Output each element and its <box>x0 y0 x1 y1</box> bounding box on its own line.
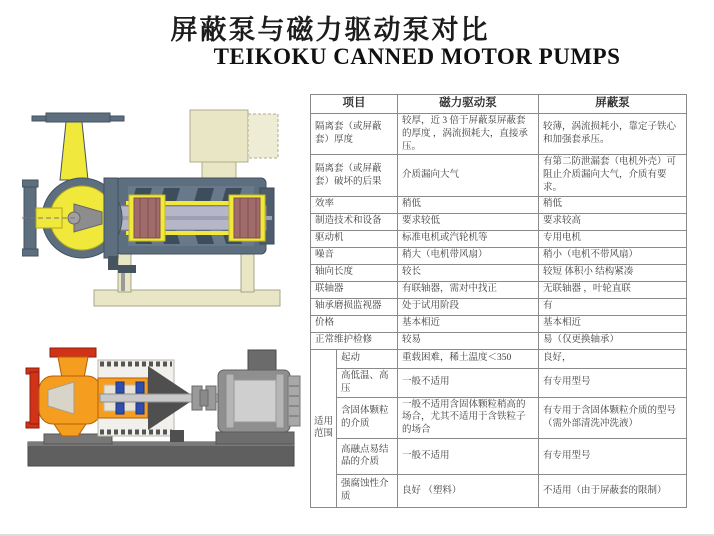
row-item-label: 隔离套（或屏蔽套）厚度 <box>311 114 398 155</box>
row-item-label: 起动 <box>337 349 398 368</box>
canned-pump-cell: 无联轴器 ，叶轮直联 <box>539 281 687 298</box>
magnetic-pump-cell: 介质漏向大气 <box>398 155 539 196</box>
canned-pump-cell: 较短 体积小 结构紧凑 <box>539 264 687 281</box>
header-canned-pump: 屏蔽泵 <box>539 95 687 114</box>
magnetic-drive-pump-diagram <box>20 338 302 480</box>
table-row <box>311 196 687 213</box>
row-item-label: 联轴器 <box>311 281 398 298</box>
table-row <box>311 230 687 247</box>
magnetic-pump-cell: 较厚，近 3 倍于屏蔽泵屏蔽套的厚度 ，涡流损耗大，直接承压。 <box>398 114 539 155</box>
row-item-label: 含固体颗粒的介质 <box>337 397 398 438</box>
row-item-label: 强腐蚀性介质 <box>337 474 398 507</box>
canned-motor-pump-diagram <box>22 100 290 315</box>
canned-pump-cell: 较薄，涡流损耗小，靠定子铁心和加强套承压。 <box>539 114 687 155</box>
row-item-label: 轴承磨损监视器 <box>311 298 398 315</box>
table-row <box>311 438 687 474</box>
table-row <box>311 368 687 397</box>
row-item-label: 轴向长度 <box>311 264 398 281</box>
canned-pump-cell: 不适用（由于屏蔽套的限制） <box>539 474 687 507</box>
magnetic-pump-cell: 重载困难，稀土温度＜350 <box>398 349 539 368</box>
row-item-label: 高融点易结晶的介质 <box>337 438 398 474</box>
canned-pump-cell: 稍低 <box>539 196 687 213</box>
page-subtitle: TEIKOKU CANNED MOTOR PUMPS <box>213 44 621 69</box>
canned-pump-cell: 基本相近 <box>539 315 687 332</box>
table-row <box>311 474 687 507</box>
table-row <box>311 114 687 155</box>
table-row <box>311 298 687 315</box>
magnetic-pump-cell: 稍大（电机带风扇） <box>398 247 539 264</box>
baseplate <box>28 432 294 466</box>
header-item: 项目 <box>311 95 398 114</box>
row-item-label: 效率 <box>311 196 398 213</box>
magnetic-pump-cell: 良好 （塑料） <box>398 474 539 507</box>
table-row <box>311 213 687 230</box>
bearing-right <box>229 195 265 241</box>
row-item-label: 噪音 <box>311 247 398 264</box>
magnetic-pump-cell: 有联轴器，需对中找正 <box>398 281 539 298</box>
page-title: 屏蔽泵与磁力驱动泵对比 <box>170 15 490 45</box>
table-row <box>311 281 687 298</box>
terminal-box <box>190 110 278 180</box>
group-label-application-range: 适用范围 <box>311 349 337 507</box>
canned-pump-cell: 要求较高 <box>539 213 687 230</box>
magnetic-pump-cell: 要求较低 <box>398 213 539 230</box>
table-row <box>311 397 687 438</box>
canned-pump-cell: 稍小（电机不带风扇） <box>539 247 687 264</box>
canned-pump-cell: 易（仅更换轴承） <box>539 332 687 349</box>
table-row <box>311 315 687 332</box>
bearing-left <box>129 195 165 241</box>
table-row <box>311 332 687 349</box>
canned-pump-cell: 有 <box>539 298 687 315</box>
row-item-label: 制造技术和设备 <box>311 213 398 230</box>
magnetic-pump-cell: 基本相近 <box>398 315 539 332</box>
canned-pump-cell: 有第二防泄漏套（电机外壳）可阻止介质漏向大气，介质有要求。 <box>539 155 687 196</box>
row-item-label: 价格 <box>311 315 398 332</box>
magnetic-pump-cell: 稍低 <box>398 196 539 213</box>
discharge-flange <box>32 113 124 180</box>
magnetic-pump-cell: 一般不适用 <box>398 438 539 474</box>
magnetic-pump-cell: 较易 <box>398 332 539 349</box>
comparison-table <box>310 94 687 508</box>
canned-pump-cell: 良好， <box>539 349 687 368</box>
row-item-label: 正常维护检修 <box>311 332 398 349</box>
table-header-row <box>311 95 687 114</box>
magnetic-pump-cell: 一般不适用含固体颗粒稍高的场合，尤其不适用于含铁粒子的场合 <box>398 397 539 438</box>
table-row <box>311 264 687 281</box>
table-row <box>311 349 687 368</box>
canned-pump-cell: 有专用于含固体颗粒介质的型号（需外部清洗冲洗液） <box>539 397 687 438</box>
row-item-label: 隔离套（或屏蔽套）破坏的后果 <box>311 155 398 196</box>
magnetic-pump-cell: 一般不适用 <box>398 368 539 397</box>
canned-pump-cell: 专用电机 <box>539 230 687 247</box>
coupling <box>192 386 216 410</box>
electric-motor <box>218 350 300 432</box>
table-row <box>311 155 687 196</box>
magnetic-pump-cell: 较长 <box>398 264 539 281</box>
table-row <box>311 247 687 264</box>
row-item-label: 高低温、高压 <box>337 368 398 397</box>
magnetic-pump-cell: 标准电机或汽轮机等 <box>398 230 539 247</box>
magnetic-pump-cell: 处于试用阶段 <box>398 298 539 315</box>
canned-pump-cell: 有专用型号 <box>539 368 687 397</box>
header-magnetic-pump: 磁力驱动泵 <box>398 95 539 114</box>
canned-pump-cell: 有专用型号 <box>539 438 687 474</box>
row-item-label: 驱动机 <box>311 230 398 247</box>
